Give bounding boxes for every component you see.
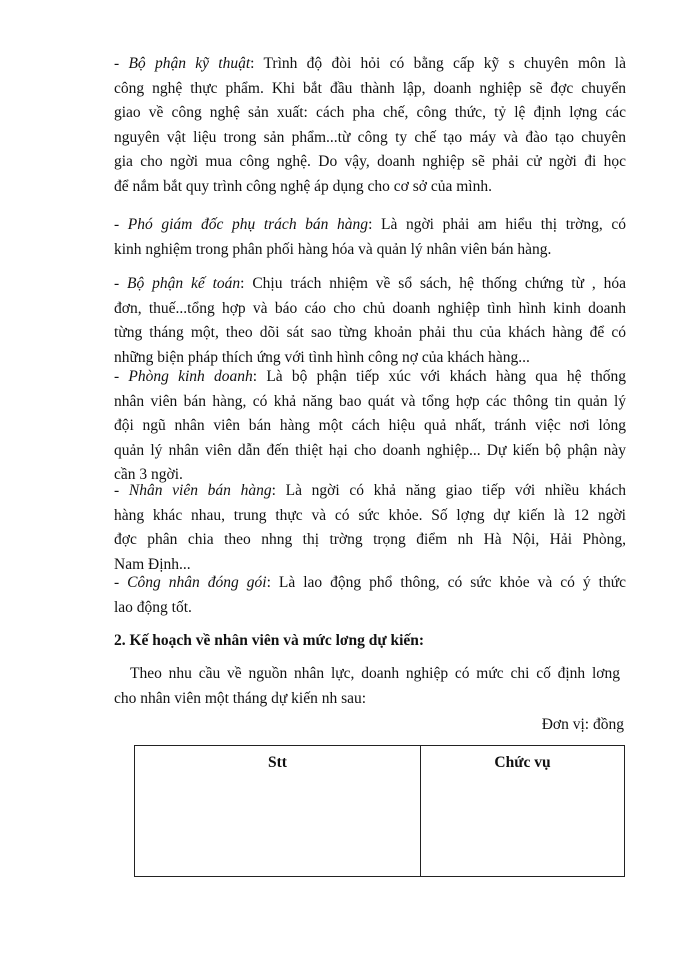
paragraph-line: : Là ngời có khả năng giao tiếp với nhiều khách [271, 482, 626, 499]
paragraph-lead: - Nhân viên bán hàng [114, 482, 272, 499]
paragraph-line: đơn, thuế...tổng hợp và báo cáo cho chủ doanh nghiệp tình hình kinh doanh [114, 299, 626, 317]
paragraph-packing-workers [114, 571, 626, 620]
paragraph-line: Nam Định... [114, 555, 191, 573]
paragraph-line: : Là bộ phận tiếp xúc với khách hàng qua hệ thống [252, 368, 626, 385]
paragraph-lead: - Công nhân đóng gói [114, 574, 267, 591]
paragraph-line: cho nhân viên một tháng dự kiến nh sau: [114, 689, 367, 707]
paragraph-lead: - Bộ phận kỹ thuật [114, 55, 251, 72]
paragraph-lead: - Phó giám đốc phụ trách bán hàng [114, 216, 369, 233]
paragraph-line: : Là ngời phải am hiểu thị trờng, có [368, 216, 627, 233]
unit-label: Đơn vị: đồng [541, 716, 624, 733]
paragraph-sales-staff [114, 479, 626, 577]
paragraph-line: nguyên vật liệu trong sản phẩm...từ công ty chế tạo máy và đào tạo chuyên [114, 128, 626, 146]
paragraph-line: những biện pháp thích ứng với tình hình công nợ của khách hàng... [114, 348, 530, 366]
paragraph-line: đợc phân chia theo nhng thị trờng trọng điểm nh Hà Nội, Hải Phòng, [114, 531, 626, 548]
paragraph-sales-deputy [114, 213, 626, 262]
paragraph-line: nhân viên bán hàng, có khả năng bao quát và tổng hợp các thông tin quản lý [114, 392, 626, 410]
paragraph-line: gia cho ngời mua công nghệ. Do vậy, doanh nghiệp sẽ phải cử ngời đi học [114, 153, 626, 170]
paragraph-technical-dept [114, 52, 626, 199]
paragraph-line: Theo nhu cầu về nguồn nhân lực, doanh nghiệp có mức chi cố định lơng [130, 665, 620, 682]
table-header-stt: Stt [135, 746, 421, 877]
paragraph-line: từng tháng một, theo dõi sát sao từng khoản phải thu của khách hàng để có [114, 324, 626, 341]
paragraph-line: quản lý nhân viên dẫn đến thiệt hại cho doanh nghiệp... Dự kiến bộ phận này [114, 441, 626, 459]
paragraph-line: : Trình độ đòi hỏi có bằng cấp kỹ s chuyên môn là [250, 55, 626, 72]
paragraph-line: đội ngũ nhân viên bán hàng một cách hiệu quả nhất, tránh việc nơi lỏng [114, 417, 626, 434]
paragraph-line: : Chịu trách nhiệm về sổ sách, hệ thống chứng từ , hóa [240, 275, 626, 292]
table-header-position: Chức vụ [421, 746, 625, 877]
paragraph-lead: - Bộ phận kế toán [114, 275, 241, 292]
paragraph-line: : Là lao động phổ thông, có sức khỏe và có ý thức [266, 574, 626, 591]
paragraph-line: cần 3 ngời. [114, 466, 183, 483]
paragraph-salary-intro [114, 662, 620, 711]
paragraph-line: kinh nghiệm trong phân phối hàng hóa và quản lý nhân viên bán hàng. [114, 240, 552, 258]
paragraph-accounting-dept [114, 272, 626, 370]
table-header-row [135, 746, 625, 877]
paragraph-business-dept [114, 365, 626, 488]
paragraph-lead: - Phòng kinh doanh [114, 368, 253, 385]
paragraph-line: lao động tốt. [114, 598, 192, 616]
section-heading: 2. Kế hoạch về nhân viên và mức lơng dự kiến: [114, 632, 425, 649]
paragraph-line: hàng khác nhau, trung thực và có sức khỏe. Số lợng dự kiến là 12 ngời [114, 506, 626, 524]
paragraph-line: giao về công nghệ sản xuất: cách pha chế, công thức, tỷ lệ định lợng các [114, 104, 626, 121]
paragraph-line: công nghệ thực phẩm. Khi bắt đầu thành lập, doanh nghiệp sẽ đợc chuyển [114, 79, 626, 97]
salary-table [134, 745, 625, 877]
paragraph-line: để nắm bắt quy trình công nghệ áp dụng cho cơ sở của mình. [114, 177, 492, 195]
